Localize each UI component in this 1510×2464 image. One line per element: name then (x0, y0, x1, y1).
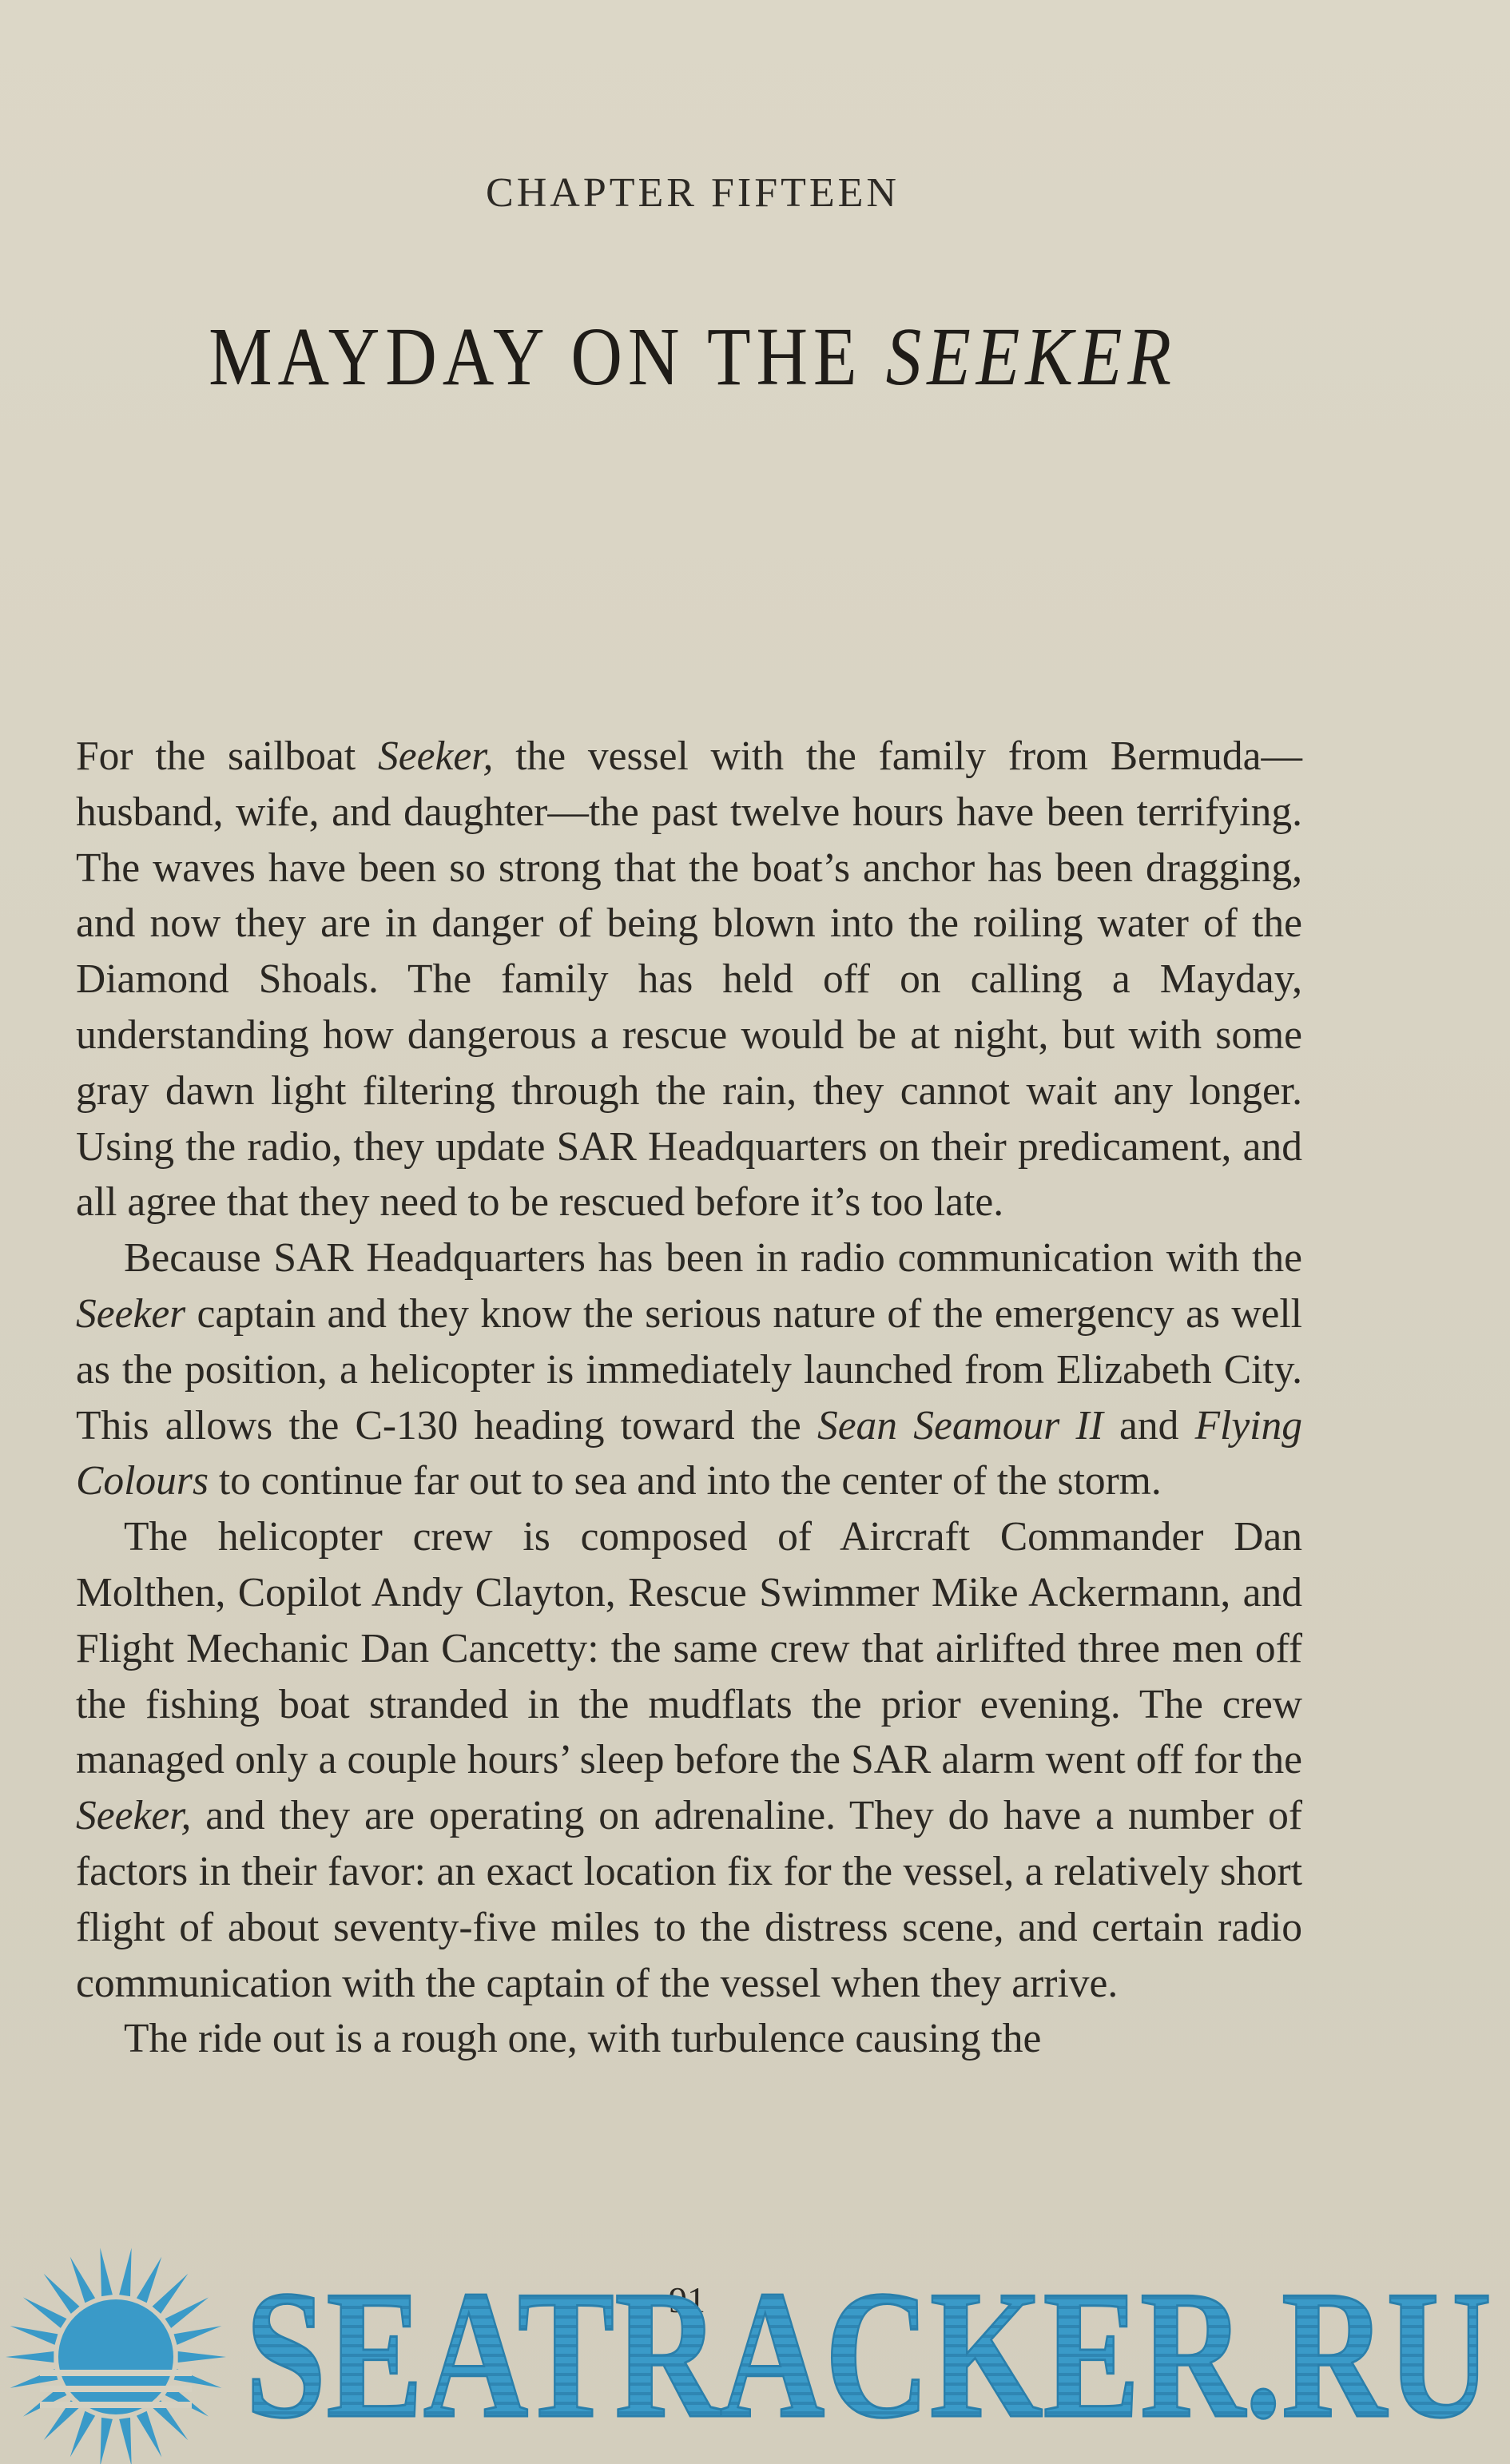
sun-ray (165, 2297, 209, 2328)
paragraph (76, 1230, 1302, 1509)
sun-ray (44, 2274, 80, 2314)
italic-text: Flying Colours (76, 1402, 1302, 1504)
watermark-text-graphic (240, 2264, 1498, 2440)
text-run: and they are operating on adrenaline. They do have a number of factors in their favor: an exact location fix for the vessel, a relatively short flight of about seventy-five miles to the distress scene, and certain radio communication with the captain of the vessel when they arrive. (76, 1793, 1302, 2006)
watermark (0, 2237, 1510, 2464)
text-run: The helicopter crew is composed of Aircraft Commander Dan Molthen, Copilot Andy Clayton, Rescue Swimmer Mike Ackermann, and Flight Mechanic Dan Cancetty: the same crew that airlifted three men off the fishing boat stranded in the mudflats the prior evening. The crew managed only a couple hours’ sleep before the SAR alarm went off for the (76, 1514, 1302, 1783)
text-run: captain and they know the serious nature of the emergency as well as the position, a helicopter is immediately launched from Elizabeth City. This allows the C-130 heading toward the (76, 1290, 1302, 1449)
italic-text: Seeker, (378, 733, 494, 779)
sun-ray (119, 2247, 132, 2296)
text-run: Because SAR Headquarters has been in radio communication with the (124, 1235, 1302, 1282)
sun-ray (100, 2247, 113, 2296)
page-number: 91 (669, 2279, 705, 2320)
chapter-label: CHAPTER FIFTEEN (486, 170, 900, 216)
paragraph (76, 1509, 1302, 2011)
text-run: For the sailboat (76, 733, 378, 779)
chapter-title-italic: SEEKER (885, 311, 1177, 403)
chapter-title-main: MAYDAY ON THE (209, 311, 886, 403)
text-run: The ride out is a rough one, with turbulence causing the (124, 2016, 1042, 2062)
sun-ray (137, 2411, 161, 2458)
watermark-text: SEATRACKER.RU (245, 2264, 1492, 2440)
italic-text: Seeker (76, 1290, 186, 1337)
sun-ray (6, 2351, 54, 2363)
sun-ray (137, 2256, 161, 2303)
text-run: the vessel with the family from Bermuda—husband, wife, and daughter—the past twelve hours have been terrifying. The waves have been so strong that the boat’s anchor has been dragging, and now they are in danger of being blown into the roiling water of the Diamond Shoals. The family has held off on calling a Mayday, understanding how dangerous a rescue would be at night, but with some gray dawn light filtering through the rain, they cannot wait any longer. Using the radio, they update SAR Headquarters on their predicament, and all agree that they need to be rescued before it’s too late. (76, 733, 1302, 1226)
sun-ray (23, 2297, 67, 2328)
body-text (76, 729, 1302, 2067)
text-run: and (1103, 1402, 1195, 1449)
sun-ray (153, 2274, 189, 2314)
sun-ray (178, 2351, 226, 2363)
sun-ray (70, 2256, 95, 2303)
sun-ray (100, 2418, 113, 2464)
sun-logo-icon (0, 2237, 232, 2464)
italic-text: Sean Seamour II (817, 1402, 1103, 1449)
paragraph (76, 729, 1302, 1230)
sun-ray (70, 2411, 95, 2458)
sun-ray (119, 2418, 132, 2464)
chapter-title (97, 312, 1288, 403)
sun-ray (10, 2326, 58, 2345)
paragraph (76, 2011, 1302, 2067)
italic-text: Seeker, (76, 1793, 192, 1839)
text-run: to continue far out to sea and into the center of the storm. (209, 1458, 1162, 1504)
sun-ray (174, 2326, 222, 2345)
